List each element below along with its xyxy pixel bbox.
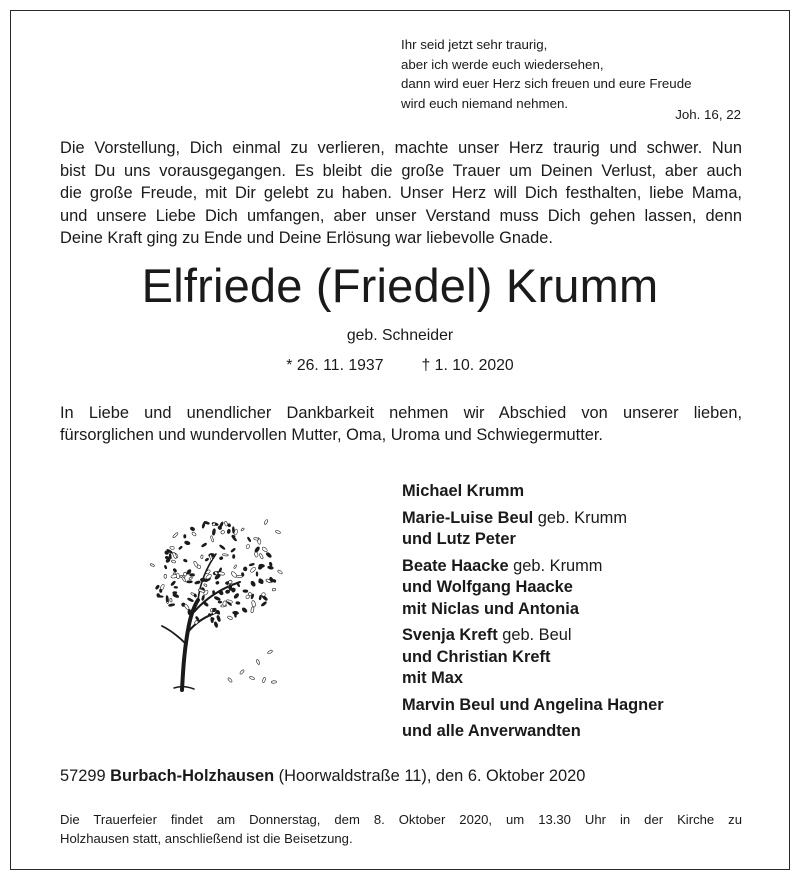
service-line: Holzhausen statt, anschließend ist die Beisetzung. <box>60 831 353 846</box>
farewell-paragraph <box>60 402 742 446</box>
family-member <box>402 625 722 647</box>
service-line: Die Trauerfeier findet am Donnerstag, dem 8. Oktober 2020, um 13.30 Uhr in der Kirche zu <box>60 812 742 827</box>
family-member: mit Niclas und Antonia <box>402 599 579 618</box>
life-dates <box>0 356 800 376</box>
maiden-name: geb. Krumm <box>533 508 627 527</box>
maiden-name: geb. Krumm <box>508 556 603 575</box>
family-group <box>402 481 722 503</box>
town-name: Burbach-Holzhausen <box>110 767 275 785</box>
family-group <box>402 695 722 717</box>
intro-line: Die Vorstellung, Dich einmal zu verlieren, machte unser Herz traurig und schwer. Nun <box>60 139 742 157</box>
deceased-name: Elfriede (Friedel) Krumm <box>141 259 659 312</box>
family-group <box>402 721 722 743</box>
windblown-tree-icon <box>146 512 286 692</box>
family-member: mit Max <box>402 669 464 687</box>
family-member <box>402 556 722 578</box>
postal-code: 57299 <box>60 767 106 785</box>
family-member: und Wolfgang Haacke <box>402 578 573 596</box>
intro-line: die große Freude, mit Dir gelebt zu haben. Unser Herz will Dich festhalten, liebe Mama, <box>60 184 742 202</box>
member-name: Marie-Luise Beul <box>402 508 534 527</box>
service-info <box>60 810 742 848</box>
intro-paragraph <box>60 137 742 250</box>
family-member <box>402 508 722 530</box>
family-group <box>402 556 722 621</box>
intro-line: und unsere Liebe Dich umfangen, aber unser Verstand muss Dich gehen lassen, denn <box>60 206 742 225</box>
bible-verse <box>401 35 741 113</box>
intro-line: bist Du uns vorausgegangen. Es bleibt die große Trauer um Deinen Verlust, aber auch <box>60 161 742 180</box>
maiden-name: geb. Beul <box>497 626 572 644</box>
farewell-line: fürsorglichen und wundervollen Mutter, Oma, Uroma und Schwiegermutter. <box>60 426 603 444</box>
verse-line: Ihr seid jetzt sehr traurig, <box>401 37 548 52</box>
birth-name: geb. Schneider <box>346 327 454 344</box>
family-group <box>402 625 722 690</box>
farewell-line: In Liebe und unendlicher Dankbarkeit nehmen wir Abschied von unserer lieben, <box>60 404 742 422</box>
member-name: Beate Haacke <box>402 556 509 575</box>
family-member: und Lutz Peter <box>402 530 516 548</box>
verse-line: wird euch niemand nehmen. <box>401 95 569 111</box>
family-member: und alle Anverwandten <box>402 722 581 740</box>
family-member: und Christian Kreft <box>402 647 551 666</box>
family-list <box>402 481 722 748</box>
verse-reference: Joh. 16, 22 <box>675 107 741 122</box>
verse-line: dann wird euer Herz sich freuen und eure Freude <box>401 76 692 91</box>
family-member: Michael Krumm <box>402 482 525 500</box>
place-date-line <box>60 765 742 787</box>
family-member: Marvin Beul und Angelina Hagner <box>402 695 664 714</box>
family-group <box>402 508 722 551</box>
birth-date: * 26. 11. 1937 <box>286 357 384 374</box>
member-name: Svenja Kreft <box>402 626 498 644</box>
address-date: (Hoorwaldstraße 11), den 6. Oktober 2020 <box>274 767 586 785</box>
intro-line: Deine Kraft ging zu Ende und Deine Erlösung war liebevolle Gnade. <box>60 229 553 247</box>
death-date: † 1. 10. 2020 <box>421 357 514 374</box>
verse-line: aber ich werde euch wiedersehen, <box>401 56 604 72</box>
